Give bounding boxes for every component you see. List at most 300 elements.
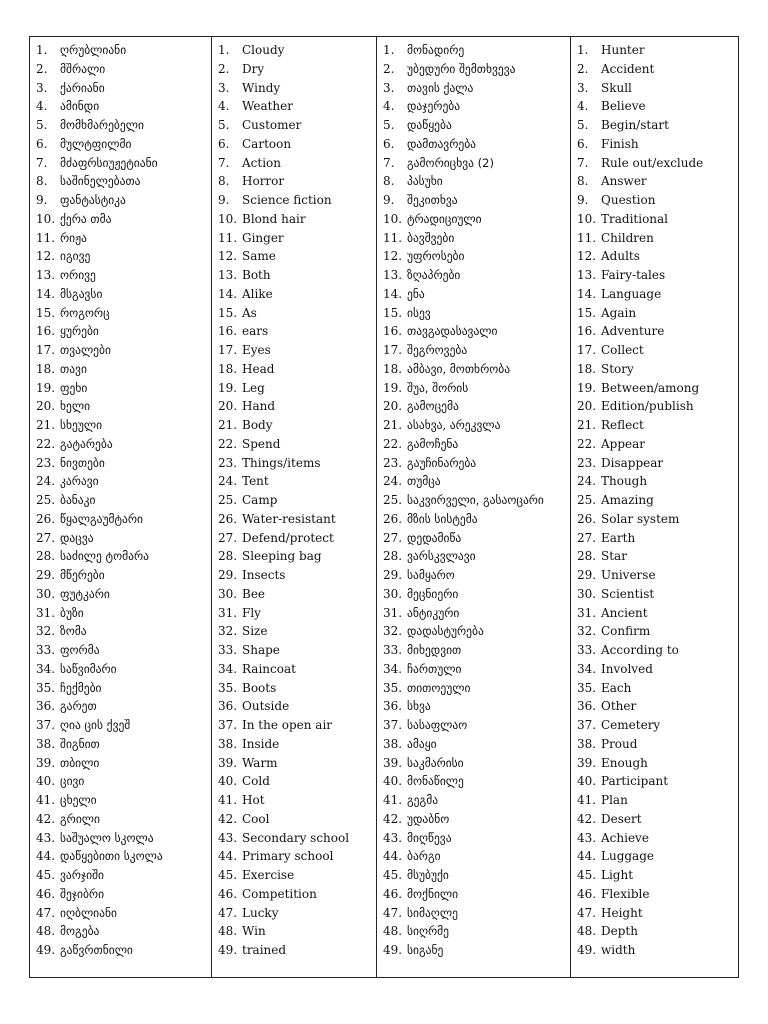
georgian-word: მძაფრსიუჟეტიანი [60,155,158,170]
item-number: 30. [577,586,597,601]
vocab-row [212,154,376,173]
item-number: 28. [577,549,597,564]
vocab-row [377,210,570,229]
vocab-row [212,435,376,454]
georgian-word: ტრადიციული [407,211,482,226]
english-word: Raincoat [242,661,296,676]
vocab-row [377,604,570,623]
item-number: 37. [36,718,56,732]
item-number: 13. [383,268,403,282]
english-word: Windy [242,80,281,95]
english-word: Secondary school [242,830,350,845]
vocab-row [30,641,211,660]
item-number: 18. [577,361,597,376]
vocab-row [212,716,376,735]
vocab-row [212,566,376,585]
item-number: 47. [218,905,238,920]
item-number: 26. [36,511,56,526]
item-number: 45. [218,868,238,882]
item-number: 8. [383,174,395,189]
item-number: 27. [383,530,403,545]
item-number: 20. [577,399,597,414]
georgian-word: გამოჩენა [407,436,459,451]
english-word: As [242,305,257,320]
vocab-row [30,97,211,116]
item-number: 2. [577,61,589,76]
georgian-word: სიგანე [407,943,444,957]
vocab-row [571,266,738,285]
english-word: Flexible [601,886,650,901]
item-number: 45. [383,868,403,882]
english-word: Begin/start [601,118,669,132]
georgian-word: საშუალო სკოლა [60,830,154,845]
vocab-row [30,810,211,829]
item-number: 29. [218,568,238,582]
vocab-row [377,529,570,548]
georgian-word: დაწყება [407,118,452,132]
item-number: 7. [383,155,395,170]
item-number: 4. [36,99,48,114]
english-word: Cloudy [242,43,285,57]
english-word: Language [601,286,662,301]
item-number: 42. [577,811,597,826]
english-word: Again [601,305,637,320]
georgian-word: თავის ქალა [407,80,474,95]
item-number: 38. [577,736,597,751]
vocab-row [30,435,211,454]
item-number: 46. [218,886,238,901]
vocab-row [377,379,570,398]
english-word: Ancient [601,605,648,620]
vocab-row [30,922,211,941]
english-word: Proud [601,736,638,751]
vocab-row [571,341,738,360]
vocab-row [571,285,738,304]
vocab-row [30,547,211,566]
vocab-row [377,641,570,660]
vocab-row [377,622,570,641]
item-number: 14. [36,286,56,301]
vocab-row [571,697,738,716]
english-word: Light [601,868,634,882]
vocab-row [212,135,376,154]
vocab-row [212,885,376,904]
vocab-row [212,360,376,379]
vocab-row [30,604,211,623]
vocab-row [571,210,738,229]
georgian-word: ნივთები [60,455,105,470]
item-number: 21. [383,418,403,432]
item-number: 25. [36,493,56,507]
item-number: 25. [577,493,597,507]
english-word: Solar system [601,511,680,526]
item-number: 18. [36,361,56,376]
georgian-word: ქერა თმა [60,211,112,226]
item-number: 15. [36,305,56,320]
item-number: 2. [383,61,395,76]
georgian-word: ისევ [407,305,431,320]
vocab-row [212,829,376,848]
item-number: 28. [218,549,238,564]
item-number: 5. [383,118,395,132]
item-number: 42. [218,811,238,826]
english-word: Spend [242,436,281,451]
item-number: 40. [383,774,403,789]
georgian-word: ბანაკი [60,493,96,507]
item-number: 16. [36,324,56,339]
english-word: Blond hair [242,211,306,226]
english-word: Hand [242,399,276,414]
vocab-row [377,135,570,154]
item-number: 27. [577,530,597,545]
english-word: Story [601,361,634,376]
georgian-word: სიღრმე [407,924,450,939]
vocab-row [30,510,211,529]
item-number: 21. [218,418,238,432]
vocab-row [377,679,570,698]
item-number: 26. [218,511,238,526]
vocab-row [30,116,211,135]
vocab-row [212,660,376,679]
item-number: 19. [218,380,238,395]
vocab-row [377,360,570,379]
georgian-word: პასუხი [407,174,443,189]
vocab-row [377,810,570,829]
vocab-row [212,472,376,491]
vocab-row [377,754,570,773]
english-word: Hunter [601,43,645,57]
item-number: 39. [218,755,238,770]
vocab-row [377,566,570,585]
item-number: 47. [36,905,56,920]
item-number: 23. [577,455,597,470]
georgian-word: ქარიანი [60,80,105,95]
item-number: 6. [577,136,589,151]
vocab-row [571,641,738,660]
item-number: 31. [577,605,597,620]
georgian-word: თითოეული [407,680,471,695]
english-word: Plan [601,793,628,807]
vocab-row [30,472,211,491]
item-number: 49. [577,943,597,957]
english-word: Involved [601,661,653,676]
item-number: 32. [218,624,238,639]
vocab-row [377,172,570,191]
item-number: 36. [577,699,597,714]
english-word: Win [242,924,266,939]
vocab-row [571,772,738,791]
item-number: 39. [36,755,56,770]
item-number: 41. [36,793,56,807]
item-number: 44. [36,849,56,864]
vocab-row [30,679,211,698]
vocab-row [377,285,570,304]
georgian-word: შეჯიბრი [60,886,105,901]
english-word: width [601,943,636,957]
item-number: 5. [36,118,48,132]
vocab-row [212,97,376,116]
vocab-row [30,885,211,904]
vocab-row [212,904,376,923]
vocab-row [30,229,211,248]
vocab-row [377,416,570,435]
vocab-row [30,322,211,341]
vocab-row [571,191,738,210]
item-number: 13. [36,268,56,282]
georgian-word: ყურები [60,324,99,339]
georgian-word: გამოცემა [407,399,459,414]
item-number: 24. [218,474,238,489]
item-number: 16. [577,324,597,339]
item-number: 23. [383,455,403,470]
vocab-row [377,304,570,323]
vocab-row [212,416,376,435]
item-number: 3. [218,80,230,95]
item-number: 48. [218,924,238,939]
georgian-word: ცხელი [60,793,97,807]
item-number: 39. [577,755,597,770]
item-number: 31. [383,605,403,620]
vocab-row [30,585,211,604]
item-number: 12. [383,249,403,264]
vocab-row [30,247,211,266]
vocab-row [30,191,211,210]
georgian-word: ფანტასტიკა [60,193,126,207]
vocab-row [377,697,570,716]
vocab-row [571,604,738,623]
english-word: Leg [242,380,265,395]
item-number: 10. [218,211,238,226]
georgian-word: გამორიცხვა (2) [407,155,494,170]
english-word: Competition [242,886,317,901]
vocab-row [212,735,376,754]
item-number: 33. [36,643,56,657]
vocab-row [571,397,738,416]
vocab-row [212,247,376,266]
vocab-row [30,416,211,435]
item-number: 29. [383,568,403,582]
item-number: 30. [218,586,238,601]
english-word: Answer [601,174,647,189]
item-number: 14. [218,286,238,301]
english-word: Customer [242,118,302,132]
vocab-row [571,454,738,473]
item-number: 49. [383,943,403,957]
item-number: 17. [383,343,403,357]
vocab-row [377,435,570,454]
vocab-row [212,60,376,79]
item-number: 22. [218,436,238,451]
vocab-row [30,566,211,585]
english-word: Luggage [601,849,654,864]
item-number: 10. [383,211,403,226]
item-number: 37. [577,718,597,732]
item-number: 42. [36,811,56,826]
item-number: 16. [218,324,238,339]
vocab-row [377,791,570,810]
item-number: 45. [36,868,56,882]
vocab-row [571,866,738,885]
english-word: Disappear [601,455,664,470]
item-number: 45. [577,868,597,882]
vocab-row [571,941,738,960]
georgian-word: რიჟა [60,230,87,245]
georgian-word: მეცნიერი [407,586,459,601]
english-word: Adventure [601,324,665,339]
english-word: Hot [242,793,265,807]
vocab-row [377,941,570,960]
georgian-word: გეგმა [407,793,439,807]
item-number: 9. [577,193,589,207]
item-number: 44. [577,849,597,864]
vocab-row [30,697,211,716]
vocab-row [571,791,738,810]
vocab-row [212,285,376,304]
english-word: Things/items [242,455,321,470]
item-number: 20. [36,399,56,414]
vocab-row [212,641,376,660]
english-word: Appear [601,436,646,451]
vocab-row [212,810,376,829]
item-number: 18. [218,361,238,376]
item-number: 4. [383,99,395,114]
english-word: Though [601,474,648,489]
vocab-row [571,97,738,116]
item-number: 21. [577,418,597,432]
georgian-word: ორივე [60,268,96,282]
english-word: Action [242,155,281,170]
item-number: 35. [577,680,597,695]
item-number: 35. [383,680,403,695]
english-word: Traditional [601,211,669,226]
georgian-word: დაცვა [60,530,94,545]
georgian-word: ამბავი, მოთხრობა [407,361,511,376]
item-number: 27. [218,530,238,545]
vocab-row [571,322,738,341]
georgian-word: გარეთ [60,699,97,714]
item-number: 6. [36,136,48,151]
georgian-word: დადასტურება [407,624,484,639]
item-number: 13. [218,268,238,282]
vocab-row [212,41,376,60]
item-number: 30. [36,586,56,601]
vocab-row [377,660,570,679]
english-word: Lucky [242,905,279,920]
item-number: 22. [577,436,597,451]
item-number: 38. [36,736,56,751]
vocab-row [212,266,376,285]
georgian-word: თუმცა [407,474,441,489]
item-number: 4. [577,99,589,114]
vocab-row [377,247,570,266]
english-word: Rule out/exclude [601,155,704,170]
georgian-word: ზომა [60,624,87,639]
vocab-row [571,304,738,323]
vocab-row [377,116,570,135]
georgian-word: დაჯერება [407,99,461,114]
vocab-row [571,472,738,491]
item-number: 41. [218,793,238,807]
item-number: 41. [383,793,403,807]
item-number: 11. [383,230,403,245]
english-word: Water-resistant [242,511,336,526]
vocab-row [212,510,376,529]
item-number: 29. [36,568,56,582]
georgian-word: მულტფილმი [60,136,132,151]
item-number: 1. [383,43,395,57]
vocab-row [212,491,376,510]
item-number: 11. [36,230,56,245]
english-word: Enough [601,755,648,770]
vocab-row [571,116,738,135]
vocab-row [212,79,376,98]
vocab-row [30,716,211,735]
item-number: 33. [218,643,238,657]
vocab-row [377,79,570,98]
vocab-row [377,397,570,416]
english-word: Weather [242,99,293,114]
vocab-row [212,397,376,416]
item-number: 40. [577,774,597,789]
vocab-row [30,60,211,79]
georgian-word: ვარსკვლავი [407,549,476,564]
vocab-row [212,529,376,548]
item-number: 9. [36,193,48,207]
vocab-row [212,229,376,248]
vocab-row [212,210,376,229]
item-number: 17. [36,343,56,357]
english-word: Children [601,230,654,245]
item-number: 25. [383,493,403,507]
english-word: Between/among [601,380,700,395]
english-word: Fairy-tales [601,268,666,282]
english-word: Accident [601,61,655,76]
vocab-row [571,904,738,923]
item-number: 36. [383,699,403,714]
item-number: 46. [577,886,597,901]
english-word: Reflect [601,418,644,432]
vocab-row [571,229,738,248]
item-number: 33. [383,643,403,657]
item-number: 15. [577,305,597,320]
vocab-row [212,191,376,210]
georgian-word: ასახვა, არეკვლა [407,418,501,432]
georgian-word: ჩექმები [60,680,102,695]
georgian-word: წყალგაუმტარი [60,511,143,526]
georgian-word: თავი [60,361,87,376]
georgian-word: ამაყი [407,736,437,751]
georgian-word: მოქნილი [407,886,459,901]
georgian-word: გაწვრთნილი [60,943,133,957]
english-word: Star [601,549,627,564]
vocab-row [30,866,211,885]
georgian-word: დამთავრება [407,136,476,151]
item-number: 5. [577,118,589,132]
vocab-row [377,322,570,341]
vocab-row [212,454,376,473]
english-word: Head [242,361,275,376]
georgian-column-1 [30,37,212,977]
vocab-row [212,772,376,791]
item-number: 1. [36,43,48,57]
item-number: 47. [577,905,597,920]
english-word: Cartoon [242,136,292,151]
item-number: 31. [218,605,238,620]
vocab-row [571,622,738,641]
vocab-row [571,360,738,379]
english-word: Size [242,624,268,639]
english-word: Inside [242,736,280,751]
